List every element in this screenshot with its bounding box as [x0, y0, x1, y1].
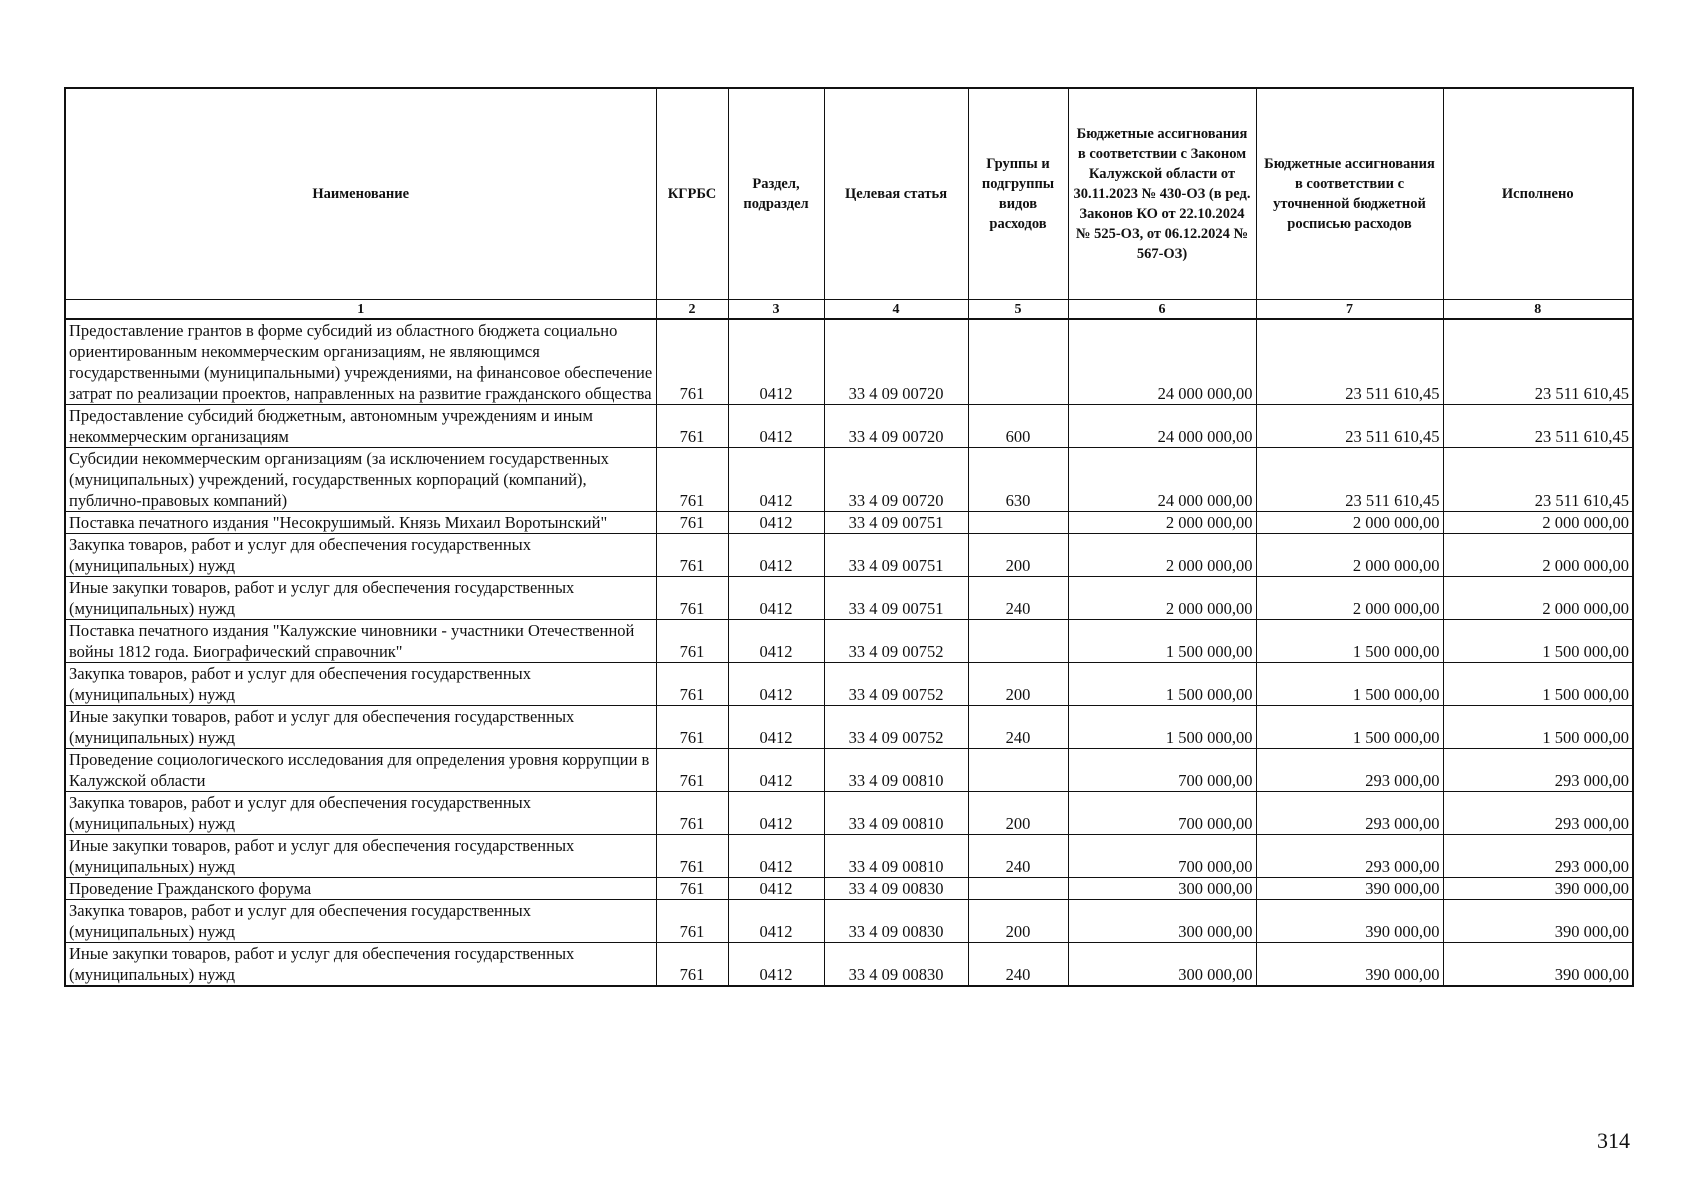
cell-target: 33 4 09 00751 [824, 577, 968, 620]
cell-group: 600 [968, 405, 1068, 448]
cell-kgrbs: 761 [656, 405, 728, 448]
cell-schedule-allocations: 293 000,00 [1256, 835, 1443, 878]
cell-target: 33 4 09 00751 [824, 512, 968, 534]
cell-section: 0412 [728, 706, 824, 749]
cell-section: 0412 [728, 878, 824, 900]
table-row [65, 706, 1633, 749]
table-row [65, 620, 1633, 663]
table-row [65, 878, 1633, 900]
cell-name: Иные закупки товаров, работ и услуг для обеспечения государственных (муниципальных) нужд [65, 706, 656, 749]
cell-section: 0412 [728, 512, 824, 534]
cell-group [968, 878, 1068, 900]
cell-name: Закупка товаров, работ и услуг для обеспечения государственных (муниципальных) нужд [65, 663, 656, 706]
cell-law-allocations: 24 000 000,00 [1068, 405, 1256, 448]
cell-kgrbs: 761 [656, 512, 728, 534]
cell-target: 33 4 09 00810 [824, 835, 968, 878]
column-number: 8 [1443, 300, 1633, 320]
cell-target: 33 4 09 00752 [824, 663, 968, 706]
cell-law-allocations: 2 000 000,00 [1068, 534, 1256, 577]
cell-target: 33 4 09 00810 [824, 792, 968, 835]
table-row [65, 319, 1633, 405]
cell-law-allocations: 700 000,00 [1068, 749, 1256, 792]
table-row [65, 835, 1633, 878]
cell-schedule-allocations: 1 500 000,00 [1256, 663, 1443, 706]
cell-executed: 1 500 000,00 [1443, 620, 1633, 663]
cell-group: 630 [968, 448, 1068, 512]
cell-executed: 390 000,00 [1443, 900, 1633, 943]
cell-law-allocations: 300 000,00 [1068, 878, 1256, 900]
table-row [65, 900, 1633, 943]
table-row [65, 405, 1633, 448]
cell-kgrbs: 761 [656, 534, 728, 577]
cell-kgrbs: 761 [656, 749, 728, 792]
cell-executed: 2 000 000,00 [1443, 577, 1633, 620]
table-body [65, 319, 1633, 986]
table-row [65, 448, 1633, 512]
cell-name: Поставка печатного издания "Несокрушимый. Князь Михаил Воротынский" [65, 512, 656, 534]
cell-group: 240 [968, 706, 1068, 749]
cell-group: 200 [968, 900, 1068, 943]
cell-executed: 293 000,00 [1443, 792, 1633, 835]
header-law-allocations: Бюджетные ассигнования в соответствии с Законом Калужской области от 30.11.2023 № 430-ОЗ (в ред. Законов КО от 22.10.2024 № 525-ОЗ, от 06.12.2024 № 567-ОЗ) [1068, 88, 1256, 300]
cell-target: 33 4 09 00830 [824, 878, 968, 900]
cell-law-allocations: 2 000 000,00 [1068, 512, 1256, 534]
cell-target: 33 4 09 00830 [824, 943, 968, 987]
cell-law-allocations: 700 000,00 [1068, 835, 1256, 878]
cell-schedule-allocations: 2 000 000,00 [1256, 534, 1443, 577]
cell-name: Иные закупки товаров, работ и услуг для обеспечения государственных (муниципальных) нужд [65, 835, 656, 878]
column-number: 4 [824, 300, 968, 320]
cell-section: 0412 [728, 319, 824, 405]
cell-kgrbs: 761 [656, 900, 728, 943]
cell-schedule-allocations: 2 000 000,00 [1256, 577, 1443, 620]
cell-schedule-allocations: 1 500 000,00 [1256, 706, 1443, 749]
cell-name: Субсидии некоммерческим организациям (за исключением государственных (муниципальных) учреждений, государственных корпораций (компаний), публично-правовых компаний) [65, 448, 656, 512]
cell-schedule-allocations: 2 000 000,00 [1256, 512, 1443, 534]
table-row [65, 749, 1633, 792]
cell-schedule-allocations: 293 000,00 [1256, 749, 1443, 792]
cell-executed: 1 500 000,00 [1443, 706, 1633, 749]
cell-executed: 23 511 610,45 [1443, 319, 1633, 405]
cell-name: Закупка товаров, работ и услуг для обеспечения государственных (муниципальных) нужд [65, 900, 656, 943]
cell-schedule-allocations: 23 511 610,45 [1256, 319, 1443, 405]
cell-group [968, 749, 1068, 792]
cell-name: Закупка товаров, работ и услуг для обеспечения государственных (муниципальных) нужд [65, 792, 656, 835]
table-row [65, 577, 1633, 620]
cell-group [968, 319, 1068, 405]
cell-law-allocations: 1 500 000,00 [1068, 706, 1256, 749]
cell-kgrbs: 761 [656, 792, 728, 835]
cell-target: 33 4 09 00830 [824, 900, 968, 943]
cell-section: 0412 [728, 749, 824, 792]
cell-schedule-allocations: 390 000,00 [1256, 900, 1443, 943]
table-row [65, 663, 1633, 706]
cell-section: 0412 [728, 900, 824, 943]
cell-executed: 23 511 610,45 [1443, 405, 1633, 448]
cell-target: 33 4 09 00751 [824, 534, 968, 577]
cell-section: 0412 [728, 943, 824, 987]
cell-law-allocations: 2 000 000,00 [1068, 577, 1256, 620]
column-number: 1 [65, 300, 656, 320]
cell-section: 0412 [728, 792, 824, 835]
cell-name: Поставка печатного издания "Калужские чиновники - участники Отечественной войны 1812 года. Биографический справочник" [65, 620, 656, 663]
table-row [65, 512, 1633, 534]
cell-kgrbs: 761 [656, 448, 728, 512]
cell-law-allocations: 24 000 000,00 [1068, 448, 1256, 512]
table-row [65, 534, 1633, 577]
table-row [65, 943, 1633, 987]
cell-name: Закупка товаров, работ и услуг для обеспечения государственных (муниципальных) нужд [65, 534, 656, 577]
cell-kgrbs: 761 [656, 878, 728, 900]
cell-name: Предоставление грантов в форме субсидий из областного бюджета социально ориентированным некоммерческим организациям, не являющимся государственными (муниципальными) учреждениями, на финансовое обеспечение затрат по реализации проектов, направленных на развитие гражданского общества [65, 319, 656, 405]
cell-kgrbs: 761 [656, 319, 728, 405]
cell-group [968, 620, 1068, 663]
cell-target: 33 4 09 00810 [824, 749, 968, 792]
cell-executed: 390 000,00 [1443, 943, 1633, 987]
cell-law-allocations: 700 000,00 [1068, 792, 1256, 835]
header-section: Раздел, подраздел [728, 88, 824, 300]
cell-name: Проведение Гражданского форума [65, 878, 656, 900]
header-group: Группы и подгруппы видов расходов [968, 88, 1068, 300]
column-number-row [65, 300, 1633, 320]
header-kgrbs: КГРБС [656, 88, 728, 300]
cell-target: 33 4 09 00720 [824, 448, 968, 512]
cell-law-allocations: 1 500 000,00 [1068, 663, 1256, 706]
cell-target: 33 4 09 00752 [824, 706, 968, 749]
column-number: 3 [728, 300, 824, 320]
cell-kgrbs: 761 [656, 943, 728, 987]
column-number: 2 [656, 300, 728, 320]
cell-section: 0412 [728, 835, 824, 878]
cell-executed: 23 511 610,45 [1443, 448, 1633, 512]
table-row [65, 792, 1633, 835]
cell-law-allocations: 24 000 000,00 [1068, 319, 1256, 405]
cell-schedule-allocations: 23 511 610,45 [1256, 405, 1443, 448]
cell-executed: 2 000 000,00 [1443, 534, 1633, 577]
cell-law-allocations: 1 500 000,00 [1068, 620, 1256, 663]
cell-section: 0412 [728, 405, 824, 448]
cell-group: 240 [968, 577, 1068, 620]
cell-schedule-allocations: 293 000,00 [1256, 792, 1443, 835]
cell-schedule-allocations: 390 000,00 [1256, 878, 1443, 900]
column-number: 5 [968, 300, 1068, 320]
budget-table [64, 87, 1634, 987]
cell-law-allocations: 300 000,00 [1068, 943, 1256, 987]
cell-schedule-allocations: 1 500 000,00 [1256, 620, 1443, 663]
cell-group: 200 [968, 792, 1068, 835]
cell-executed: 390 000,00 [1443, 878, 1633, 900]
cell-target: 33 4 09 00720 [824, 405, 968, 448]
cell-group: 200 [968, 534, 1068, 577]
cell-group [968, 512, 1068, 534]
cell-group: 200 [968, 663, 1068, 706]
cell-kgrbs: 761 [656, 620, 728, 663]
cell-kgrbs: 761 [656, 706, 728, 749]
cell-name: Иные закупки товаров, работ и услуг для обеспечения государственных (муниципальных) нужд [65, 943, 656, 987]
cell-schedule-allocations: 23 511 610,45 [1256, 448, 1443, 512]
column-number: 6 [1068, 300, 1256, 320]
cell-section: 0412 [728, 620, 824, 663]
cell-name: Проведение социологического исследования для определения уровня коррупции в Калужской области [65, 749, 656, 792]
header-executed: Исполнено [1443, 88, 1633, 300]
header-schedule-allocations: Бюджетные ассигнования в соответствии с уточненной бюджетной росписью расходов [1256, 88, 1443, 300]
cell-executed: 1 500 000,00 [1443, 663, 1633, 706]
header-target: Целевая статья [824, 88, 968, 300]
cell-kgrbs: 761 [656, 835, 728, 878]
page-number: 314 [1597, 1128, 1630, 1153]
cell-section: 0412 [728, 534, 824, 577]
cell-section: 0412 [728, 448, 824, 512]
cell-group: 240 [968, 835, 1068, 878]
cell-group: 240 [968, 943, 1068, 987]
cell-name: Иные закупки товаров, работ и услуг для обеспечения государственных (муниципальных) нужд [65, 577, 656, 620]
cell-executed: 293 000,00 [1443, 749, 1633, 792]
cell-section: 0412 [728, 663, 824, 706]
cell-target: 33 4 09 00752 [824, 620, 968, 663]
cell-kgrbs: 761 [656, 577, 728, 620]
header-name: Наименование [65, 88, 656, 300]
column-number: 7 [1256, 300, 1443, 320]
cell-target: 33 4 09 00720 [824, 319, 968, 405]
cell-name: Предоставление субсидий бюджетным, автономным учреждениям и иным некоммерческим организациям [65, 405, 656, 448]
header-row [65, 88, 1633, 300]
cell-executed: 2 000 000,00 [1443, 512, 1633, 534]
cell-kgrbs: 761 [656, 663, 728, 706]
cell-schedule-allocations: 390 000,00 [1256, 943, 1443, 987]
cell-executed: 293 000,00 [1443, 835, 1633, 878]
cell-section: 0412 [728, 577, 824, 620]
cell-law-allocations: 300 000,00 [1068, 900, 1256, 943]
